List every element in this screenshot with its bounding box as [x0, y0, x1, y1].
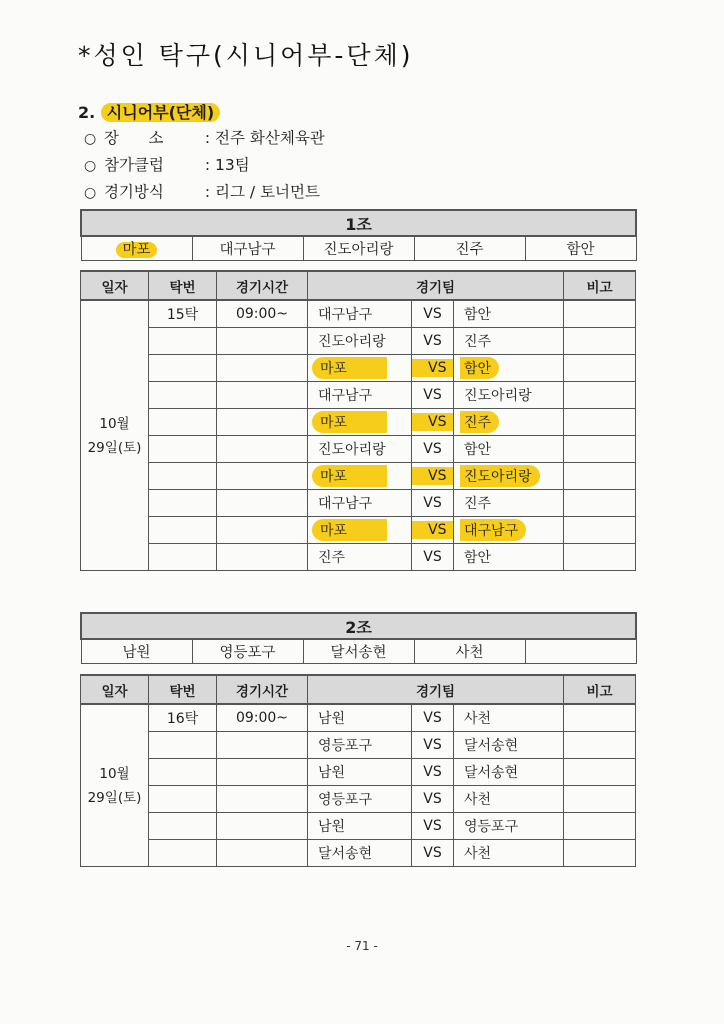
- table-row: [81, 813, 636, 840]
- info-venue: [84, 126, 325, 148]
- home-team: 대구남구: [308, 300, 412, 328]
- header-date: 일자: [81, 675, 149, 704]
- away-team: 진주: [454, 328, 564, 355]
- table-number: 15탁: [149, 300, 217, 328]
- group2-team: 사천: [414, 639, 525, 664]
- home-team: 영등포구: [308, 732, 412, 759]
- info-sep: :: [204, 156, 211, 174]
- header-teams: 경기팀: [308, 675, 564, 704]
- table-row: [81, 436, 636, 463]
- table-row: [81, 759, 636, 786]
- info-format: [84, 180, 320, 202]
- home-team: 대구남구: [308, 382, 412, 409]
- away-team: 영등포구: [454, 813, 564, 840]
- page-number: - 71 -: [346, 939, 378, 953]
- vs-label: VS: [412, 463, 454, 490]
- vs-label: VS: [412, 490, 454, 517]
- info-sep: :: [204, 183, 211, 201]
- group2-teams-table: [80, 612, 637, 664]
- group2-schedule-table: [80, 674, 636, 867]
- away-team: 진도아리랑: [454, 382, 564, 409]
- group2-team: 달서송현: [303, 639, 414, 664]
- circle-bullet-icon: ○: [84, 131, 97, 147]
- away-team: 함안: [454, 355, 564, 382]
- header-time: 경기시간: [217, 271, 308, 300]
- group1-team: 진도아리랑: [303, 236, 414, 261]
- group1-team: 대구남구: [192, 236, 303, 261]
- away-team: 달서송현: [454, 732, 564, 759]
- table-row: [81, 786, 636, 813]
- header-time: 경기시간: [217, 675, 308, 704]
- table-row: [81, 409, 636, 436]
- group1-team: 함안: [525, 236, 636, 261]
- group1-title: 1조: [81, 210, 636, 236]
- away-team: 사천: [454, 840, 564, 867]
- home-team: 마포: [308, 463, 412, 490]
- info-clubs: [84, 153, 250, 175]
- away-team: 진주: [454, 409, 564, 436]
- match-date: 10월 29일(토): [81, 704, 149, 867]
- away-team: 함안: [454, 544, 564, 571]
- info-sep: :: [204, 129, 211, 147]
- table-row: [81, 517, 636, 544]
- away-team: 달서송현: [454, 759, 564, 786]
- circle-bullet-icon: ○: [84, 185, 97, 201]
- vs-label: VS: [412, 355, 454, 382]
- table-row: [81, 382, 636, 409]
- section-heading: [78, 100, 220, 123]
- header-note: 비고: [564, 675, 636, 704]
- match-time: 09:00~: [217, 704, 308, 732]
- table-row: [81, 490, 636, 517]
- vs-label: VS: [412, 436, 454, 463]
- away-team: 함안: [454, 436, 564, 463]
- info-value: 13팀: [215, 156, 250, 174]
- info-key: 경기방식: [103, 183, 164, 201]
- info-value: 전주 화산체육관: [215, 129, 325, 147]
- group1-team: 마포: [81, 236, 192, 261]
- section-title: 시니어부(단체): [101, 103, 220, 122]
- table-row: [81, 300, 636, 328]
- vs-label: VS: [412, 300, 454, 328]
- info-key: 장 소: [103, 129, 164, 147]
- header-teams: 경기팀: [308, 271, 564, 300]
- note-cell: [564, 300, 636, 328]
- table-row: [81, 704, 636, 732]
- vs-label: VS: [412, 840, 454, 867]
- away-team: 사천: [454, 704, 564, 732]
- table-row: [81, 732, 636, 759]
- home-team: 진도아리랑: [308, 436, 412, 463]
- away-team: 진도아리랑: [454, 463, 564, 490]
- home-team: 남원: [308, 813, 412, 840]
- home-team: 영등포구: [308, 786, 412, 813]
- group2-team: 영등포구: [192, 639, 303, 664]
- vs-label: VS: [412, 813, 454, 840]
- away-team: 함안: [454, 300, 564, 328]
- vs-label: VS: [412, 382, 454, 409]
- table-number: 16탁: [149, 704, 217, 732]
- section-number: 2.: [78, 103, 96, 122]
- away-team: 대구남구: [454, 517, 564, 544]
- home-team: 마포: [308, 409, 412, 436]
- match-time: 09:00~: [217, 300, 308, 328]
- note-cell: [564, 704, 636, 732]
- vs-label: VS: [412, 759, 454, 786]
- table-row: [81, 463, 636, 490]
- info-value: 리그 / 토너먼트: [215, 183, 320, 201]
- home-team: 남원: [308, 704, 412, 732]
- header-table: 탁번: [149, 675, 217, 704]
- vs-label: VS: [412, 517, 454, 544]
- vs-label: VS: [412, 732, 454, 759]
- home-team: 진도아리랑: [308, 328, 412, 355]
- home-team: 달서송현: [308, 840, 412, 867]
- vs-label: VS: [412, 328, 454, 355]
- match-date: 10월 29일(토): [81, 300, 149, 571]
- header-table: 탁번: [149, 271, 217, 300]
- vs-label: VS: [412, 544, 454, 571]
- table-row: [81, 355, 636, 382]
- table-row: [81, 328, 636, 355]
- home-team: 대구남구: [308, 490, 412, 517]
- group2-team: [525, 639, 636, 664]
- table-row: [81, 544, 636, 571]
- away-team: 사천: [454, 786, 564, 813]
- document-title: *성인 탁구(시니어부-단체): [78, 41, 414, 70]
- away-team: 진주: [454, 490, 564, 517]
- home-team: 진주: [308, 544, 412, 571]
- vs-label: VS: [412, 704, 454, 732]
- table-row: [81, 840, 636, 867]
- header-date: 일자: [81, 271, 149, 300]
- group2-title: 2조: [81, 613, 636, 639]
- circle-bullet-icon: ○: [84, 158, 97, 174]
- vs-label: VS: [412, 786, 454, 813]
- header-note: 비고: [564, 271, 636, 300]
- group2-team: 남원: [81, 639, 192, 664]
- home-team: 마포: [308, 517, 412, 544]
- group1-team: 진주: [414, 236, 525, 261]
- group1-schedule-table: [80, 270, 636, 571]
- home-team: 남원: [308, 759, 412, 786]
- vs-label: VS: [412, 409, 454, 436]
- group1-teams-table: [80, 209, 637, 261]
- home-team: 마포: [308, 355, 412, 382]
- info-key: 참가클럽: [103, 156, 164, 174]
